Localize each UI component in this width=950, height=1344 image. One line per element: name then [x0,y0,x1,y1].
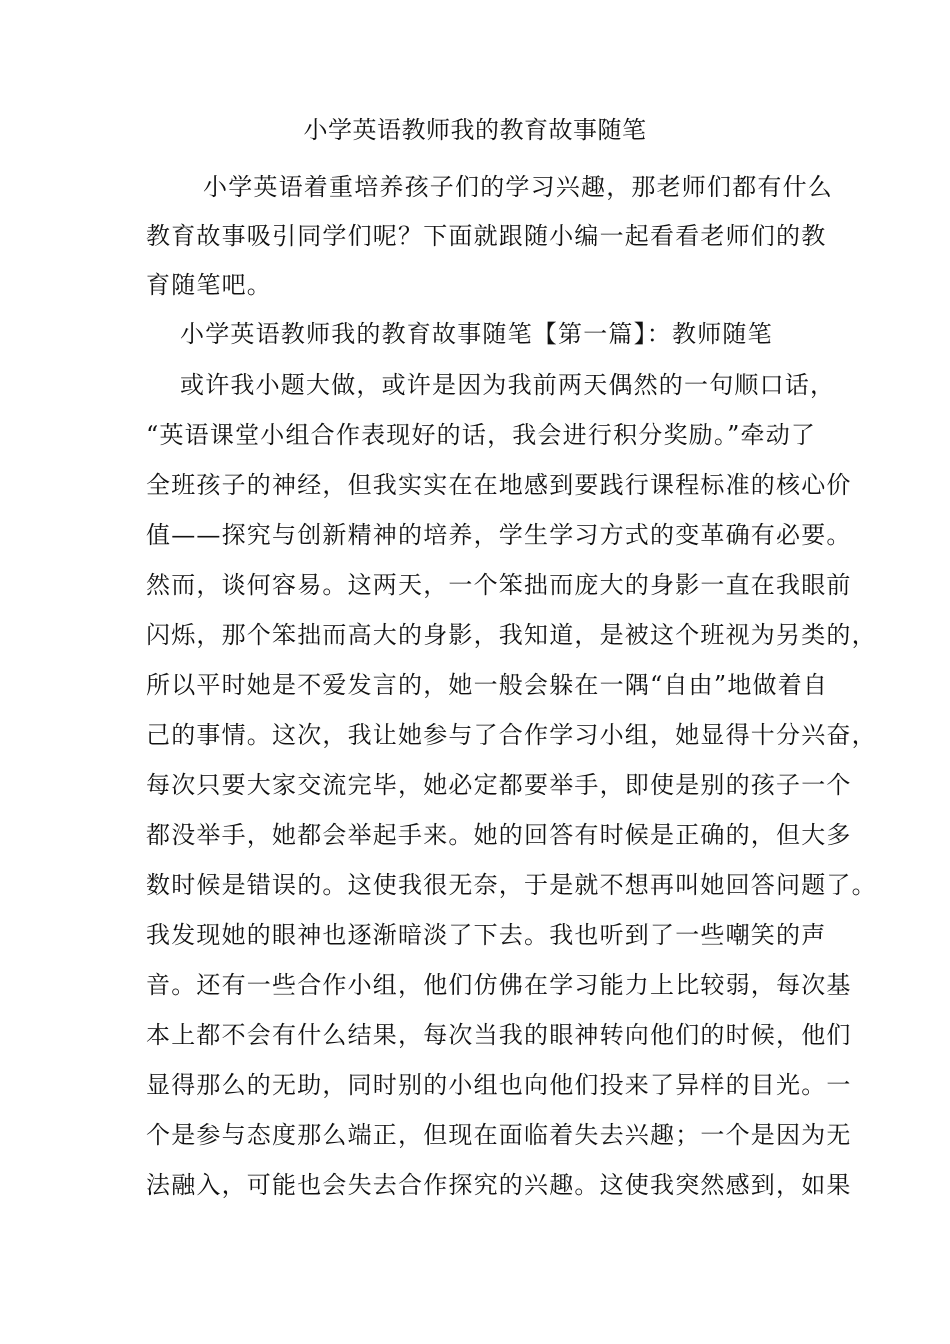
body-line: 己的事情。这次，我让她参与了合作学习小组，她显得十分兴奋， [146,721,877,749]
section-heading: 小学英语教师我的教育故事随笔【第一篇】：教师随笔 [180,320,773,348]
body-line: 然而，谈何容易。这两天，一个笨拙而庞大的身影一直在我眼前 [146,571,852,599]
body-line: 或许我小题大做，或许是因为我前两天偶然的一句顺口话， [180,371,836,399]
body-line: 闪烁，那个笨拙而高大的身影，我知道，是被这个班视为另类的， [146,621,877,649]
body-line: 数时候是错误的。这使我很无奈，于是就不想再叫她回答问题了。 [146,871,877,899]
body-line: 所以平时她是不爱发言的，她一般会躲在一隅“自由”地做着自 [146,671,829,699]
intro-line: 小学英语着重培养孩子们的学习兴趣，那老师们都有什么 [203,173,833,201]
body-line: 法融入，可能也会失去合作探究的兴趣。这使我突然感到，如果 [146,1171,852,1199]
body-line: 音。还有一些合作小组，他们仿佛在学习能力上比较弱，每次基 [146,971,852,999]
body-line: 本上都不会有什么结果，每次当我的眼神转向他们的时候，他们 [146,1021,852,1049]
body-line: 每次只要大家交流完毕，她必定都要举手，即使是别的孩子一个 [146,771,852,799]
body-line: 个是参与态度那么端正，但现在面临着失去兴趣；一个是因为无 [146,1121,852,1149]
body-line: 都没举手，她都会举起手来。她的回答有时候是正确的，但大多 [146,821,852,849]
body-line: 值——探究与创新精神的培养，学生学习方式的变革确有必要。 [146,521,852,549]
body-line: 显得那么的无助，同时别的小组也向他们投来了异样的目光。一 [146,1071,852,1099]
intro-line: 育随笔吧。 [146,271,272,299]
body-line: 我发现她的眼神也逐渐暗淡了下去。我也听到了一些嘲笑的声 [146,921,827,949]
document-title: 小学英语教师我的教育故事随笔 [303,116,647,144]
intro-line: 教育故事吸引同学们呢？下面就跟随小编一起看看老师们的教 [146,222,827,250]
body-line: “英语课堂小组合作表现好的话，我会进行积分奖励。”牵动了 [146,421,817,449]
body-line: 全班孩子的神经，但我实实在在地感到要践行课程标准的核心价 [146,471,852,499]
